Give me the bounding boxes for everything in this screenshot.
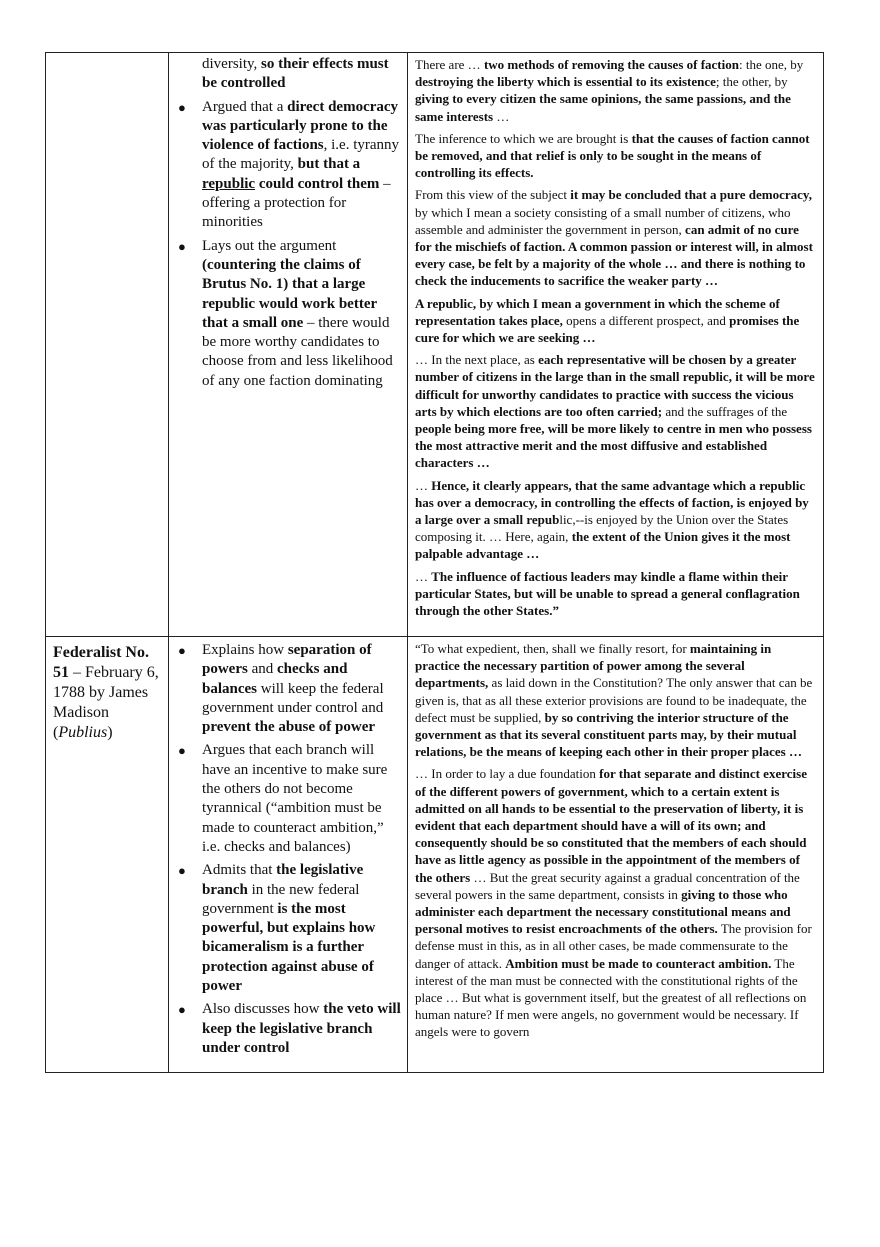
summary-cell [169,53,408,637]
table-row [46,637,824,1073]
text-run: … [493,108,510,124]
quote-paragraph [415,351,817,471]
text-run: Hence, it clearly appears, that the same advantage which a republic has over a democracy, in controlling the effects of faction, is enjoyed by a large over a small repub [415,477,809,528]
text-run: prevent the abuse of power [202,719,376,736]
text-run: republic [202,175,256,192]
text-run: checks and balances [202,661,348,697]
text-run: opens a different prospect, and [562,312,730,328]
text-run: and [247,661,277,678]
bullet-icon: ● [178,863,186,879]
bullet-icon: ● [178,743,186,759]
summary-cell [169,637,408,1073]
document-date: – February 6, 1788 by James Madison ( [53,664,159,741]
text-run: … But the great security against a gradual concentration of the several powers in the same department, consists in [415,869,800,902]
quote-paragraph [415,640,817,760]
document-title: Federalist No. 51 [53,644,149,681]
list-item [169,237,403,391]
quotes-block [408,53,823,619]
text-run: lic,--is enjoyed by the Union over the States composing it. … Here, again, [415,512,789,545]
text-run: … [415,477,432,493]
text-run: Admits that [202,862,277,879]
text-run: The inference to which we are brought is [415,130,632,146]
quote-paragraph [415,568,817,620]
text-run: but that a [297,156,361,173]
text-run: … In order to lay a due foundation [415,766,600,782]
text-run: … [415,568,432,584]
text-run: The interest of the man must be connected with the constitutional rights of the place … But what is government itself, but the greatest of all reflections on human nature? If men were angels, no government would be necessary. If angels were to govern [415,955,807,1040]
pseudonym: Publius [58,724,108,741]
list-item [169,641,403,737]
close-paren: ) [107,724,113,741]
text-run: The influence of factious leaders may kindle a flame within their particular States, but will be unable to spread a general conflagration through the other States.” [415,568,800,619]
text-run: … In the next place, as [415,352,539,368]
text-run: two methods of removing the causes of faction [483,57,739,72]
summary-list [169,637,407,1058]
text-run: The provision for defense must in this, as in all other cases, be made commensurate to the danger of attack. [415,921,812,971]
list-item [169,98,403,233]
text-run: (countering the claims of Brutus No. 1) that a large republic would work better that a small one [202,256,377,331]
text-run: the extent of the Union gives it the most palpable advantage … [415,529,791,562]
text-run: destroying the liberty which is essential to its existence [415,74,716,90]
quote-paragraph [415,477,817,563]
text-run: Also discusses how [202,1001,324,1018]
text-run: : the one, by [738,57,804,72]
quote-paragraph [415,765,817,1040]
text-run: giving to every citizen the same opinions, the same passions, and the same interests [415,91,791,124]
text-run: Argued that a [202,98,288,115]
text-run: as laid down in the Constitution? The only answer that can be given is, that as all these exterior provisions are found to be inadequate, the defect must be supplied, [415,675,813,725]
quote-paragraph [415,295,817,347]
text-run: Argues that each branch will have an incentive to make sure the others do not become tyrannical (“ambition must be made to counteract ambition,” i.e. checks and balances) [202,742,388,855]
bullet-icon: ● [178,238,186,254]
text-run: by which I mean a society consisting of a small number of citizens, who assemble and administer the government in person, [415,204,791,237]
list-item [169,741,403,857]
document-cell-empty [46,53,169,637]
text-run: the legislative branch [202,862,364,898]
text-run: maintaining in practice the necessary partition of power among the several departments, [415,641,772,691]
text-run: Explains how [202,642,288,658]
document-table [45,52,824,1073]
text-run: diversity, [202,56,262,72]
text-run: can admit of no cure for the mischiefs of faction. A common passion or interest will, in almost every case, be felt by a majority of the whole … and there is nothing to check the inducements to sacrifice the weaker party … [415,221,813,289]
text-run: From this view of the subject [415,187,571,203]
text-run: for that separate and distinct exercise of the different powers of government, which to a certain extent is admitted on all hands to be essential to the preservation of liberty, it is evident that each department should have a will of its own; and consequently should be so constituted that the members of each should have as little agency as possible in the appointment of the members of the others [415,766,807,885]
summary-list [169,53,407,391]
list-item [169,55,403,94]
bullet-icon: ● [178,643,186,658]
text-run: it may be concluded that a pure democracy, [570,187,812,203]
text-run: – there would be more worthy candidates to choose from and less likelihood of any one faction dominating [202,314,393,389]
quote-paragraph [415,130,817,182]
text-run: could control them [255,175,380,192]
text-run: promises the cure for which we are seeking … [415,312,800,346]
bullet-icon: ● [178,99,186,115]
text-run: separation of powers [202,642,372,678]
text-run: is the most powerful, but explains how bicameralism is a further protection against abuse of power [202,900,376,995]
list-item [169,861,403,996]
text-run: by so contriving the interior structure of the government as that its several constituent parts may, by their mutual relations, be the means of keeping each other in their proper places … [415,709,802,760]
bullet-icon: ● [178,1002,186,1018]
quote-paragraph [415,56,817,125]
text-run: A republic, by which I mean a government in which the scheme of representation takes place, [415,295,780,328]
document-heading [46,637,168,743]
text-run: will keep the federal government under control and [202,680,384,716]
text-run: so their effects must be controlled [202,56,389,92]
text-run: , i.e. tyranny of the majority, [202,137,400,173]
text-run: people being more free, will be more likely to centre in men who possess the most attractive merit and the most diffusive and established characters … [415,421,812,471]
text-run: direct democracy was particularly prone to the violence of factions [202,98,399,154]
text-run: Lays out the argument [202,237,337,254]
text-run: and the suffrages of the [662,403,788,419]
table-row [46,53,824,637]
document-cell [46,637,169,1073]
quotes-cell [408,53,824,637]
quotes-block [408,637,823,1041]
text-run: giving to those who administer each department the necessary constitutional means and personal motives to resist encroachments of the others. [415,886,791,937]
text-run: – offering a protection for minorities [202,175,391,231]
list-item [169,1000,403,1058]
text-run: “To what expedient, then, shall we finally resort, for [415,641,690,656]
text-run: each representative will be chosen by a greater number of citizens in the large than in the small republic, it will be more difficult for unworthy candidates to practice with success the vicious arts by which elections are too often carried; [415,352,815,419]
text-run: Ambition must be made to counteract ambition. [505,955,772,971]
quotes-cell [408,637,824,1073]
text-run: that the causes of faction cannot be removed, and that relief is only to be sought in the means of controlling its effects. [415,130,810,181]
quote-paragraph [415,186,817,289]
text-run: in the new federal government [202,881,360,917]
text-run: the veto will keep the legislative branch under control [202,1001,401,1056]
text-run: There are … [415,57,484,72]
text-run: ; the other, by [715,74,788,90]
